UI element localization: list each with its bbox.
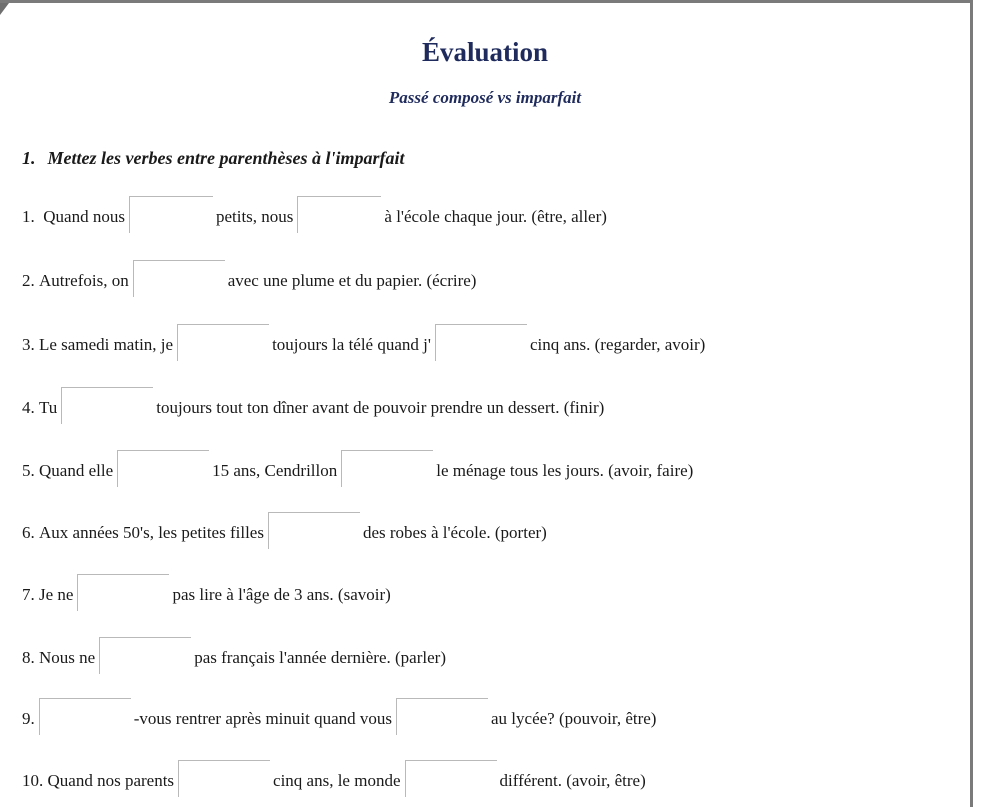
exercise-row-2 xyxy=(22,257,476,297)
exercise-text: petits, nous xyxy=(215,207,294,226)
exercise-number: 10. xyxy=(22,771,44,790)
exercise-number: 2. xyxy=(22,271,35,290)
answer-input-1b[interactable] xyxy=(297,196,381,233)
instruction-text: Mettez les verbes entre parenthèses à l'imparfait xyxy=(47,148,405,168)
frame-corner xyxy=(0,3,9,15)
exercise-text: pas lire à l'âge de 3 ans. (savoir) xyxy=(172,585,391,604)
answer-input-3b[interactable] xyxy=(435,324,527,361)
exercise-text: Autrefois, on xyxy=(39,271,129,290)
exercise-row-5 xyxy=(22,447,693,487)
exercise-number: 1. xyxy=(22,207,35,226)
exercise-text: toujours tout ton dîner avant de pouvoir prendre un dessert. (finir) xyxy=(156,398,605,417)
answer-input-1a[interactable] xyxy=(129,196,213,233)
exercise-text: au lycée? (pouvoir, être) xyxy=(491,709,657,728)
exercise-text: toujours la télé quand j' xyxy=(272,335,431,354)
exercise-number: 3. xyxy=(22,335,35,354)
answer-input-10b[interactable] xyxy=(405,760,497,797)
exercise-text: des robes à l'école. (porter) xyxy=(362,523,547,542)
exercise-text: Le samedi matin, je xyxy=(39,335,174,354)
exercise-text: Quand nous xyxy=(43,207,125,226)
exercise-instruction xyxy=(22,148,404,169)
exercise-text: cinq ans. (regarder, avoir) xyxy=(529,335,706,354)
exercise-text: 15 ans, Cendrillon xyxy=(212,461,338,480)
exercise-text: Je ne xyxy=(39,585,74,604)
answer-input-6a[interactable] xyxy=(268,512,360,549)
instruction-number: 1. xyxy=(22,148,36,168)
exercise-row-6 xyxy=(22,509,547,549)
exercise-number: 4. xyxy=(22,398,35,417)
exercise-text: Nous ne xyxy=(39,648,96,667)
exercise-text: à l'école chaque jour. (être, aller) xyxy=(384,207,607,226)
answer-input-4a[interactable] xyxy=(61,387,153,424)
exercise-text: avec une plume et du papier. (écrire) xyxy=(227,271,477,290)
exercise-number: 8. xyxy=(22,648,35,667)
exercise-row-7 xyxy=(22,571,391,611)
exercise-number: 6. xyxy=(22,523,35,542)
answer-input-8a[interactable] xyxy=(99,637,191,674)
exercise-row-4 xyxy=(22,384,604,424)
exercise-text: Quand elle xyxy=(39,461,114,480)
answer-input-5b[interactable] xyxy=(341,450,433,487)
exercise-row-9 xyxy=(22,695,656,735)
exercise-row-10 xyxy=(22,757,646,797)
answer-input-9a[interactable] xyxy=(39,698,131,735)
answer-input-9b[interactable] xyxy=(396,698,488,735)
exercise-text: Aux années 50's, les petites filles xyxy=(39,523,264,542)
exercise-text: pas français l'année dernière. (parler) xyxy=(194,648,446,667)
exercise-text: cinq ans, le monde xyxy=(273,771,401,790)
exercise-number: 5. xyxy=(22,461,35,480)
exercise-number: 9. xyxy=(22,709,35,728)
exercise-text: Tu xyxy=(39,398,58,417)
answer-input-10a[interactable] xyxy=(178,760,270,797)
exercise-text: le ménage tous les jours. (avoir, faire) xyxy=(436,461,694,480)
page-subtitle: Passé composé vs imparfait xyxy=(388,88,582,107)
exercise-text: -vous rentrer après minuit quand vous xyxy=(133,709,392,728)
exercise-row-1 xyxy=(22,193,607,233)
exercise-row-8 xyxy=(22,634,446,674)
answer-input-5a[interactable] xyxy=(117,450,209,487)
exercise-row-3 xyxy=(22,321,705,361)
exercise-text: Quand nos parents xyxy=(47,771,175,790)
exercise-text: différent. (avoir, être) xyxy=(499,771,646,790)
answer-input-7a[interactable] xyxy=(77,574,169,611)
answer-input-3a[interactable] xyxy=(177,324,269,361)
page-title: Évaluation xyxy=(421,37,549,67)
exercise-number: 7. xyxy=(22,585,35,604)
answer-input-2a[interactable] xyxy=(133,260,225,297)
